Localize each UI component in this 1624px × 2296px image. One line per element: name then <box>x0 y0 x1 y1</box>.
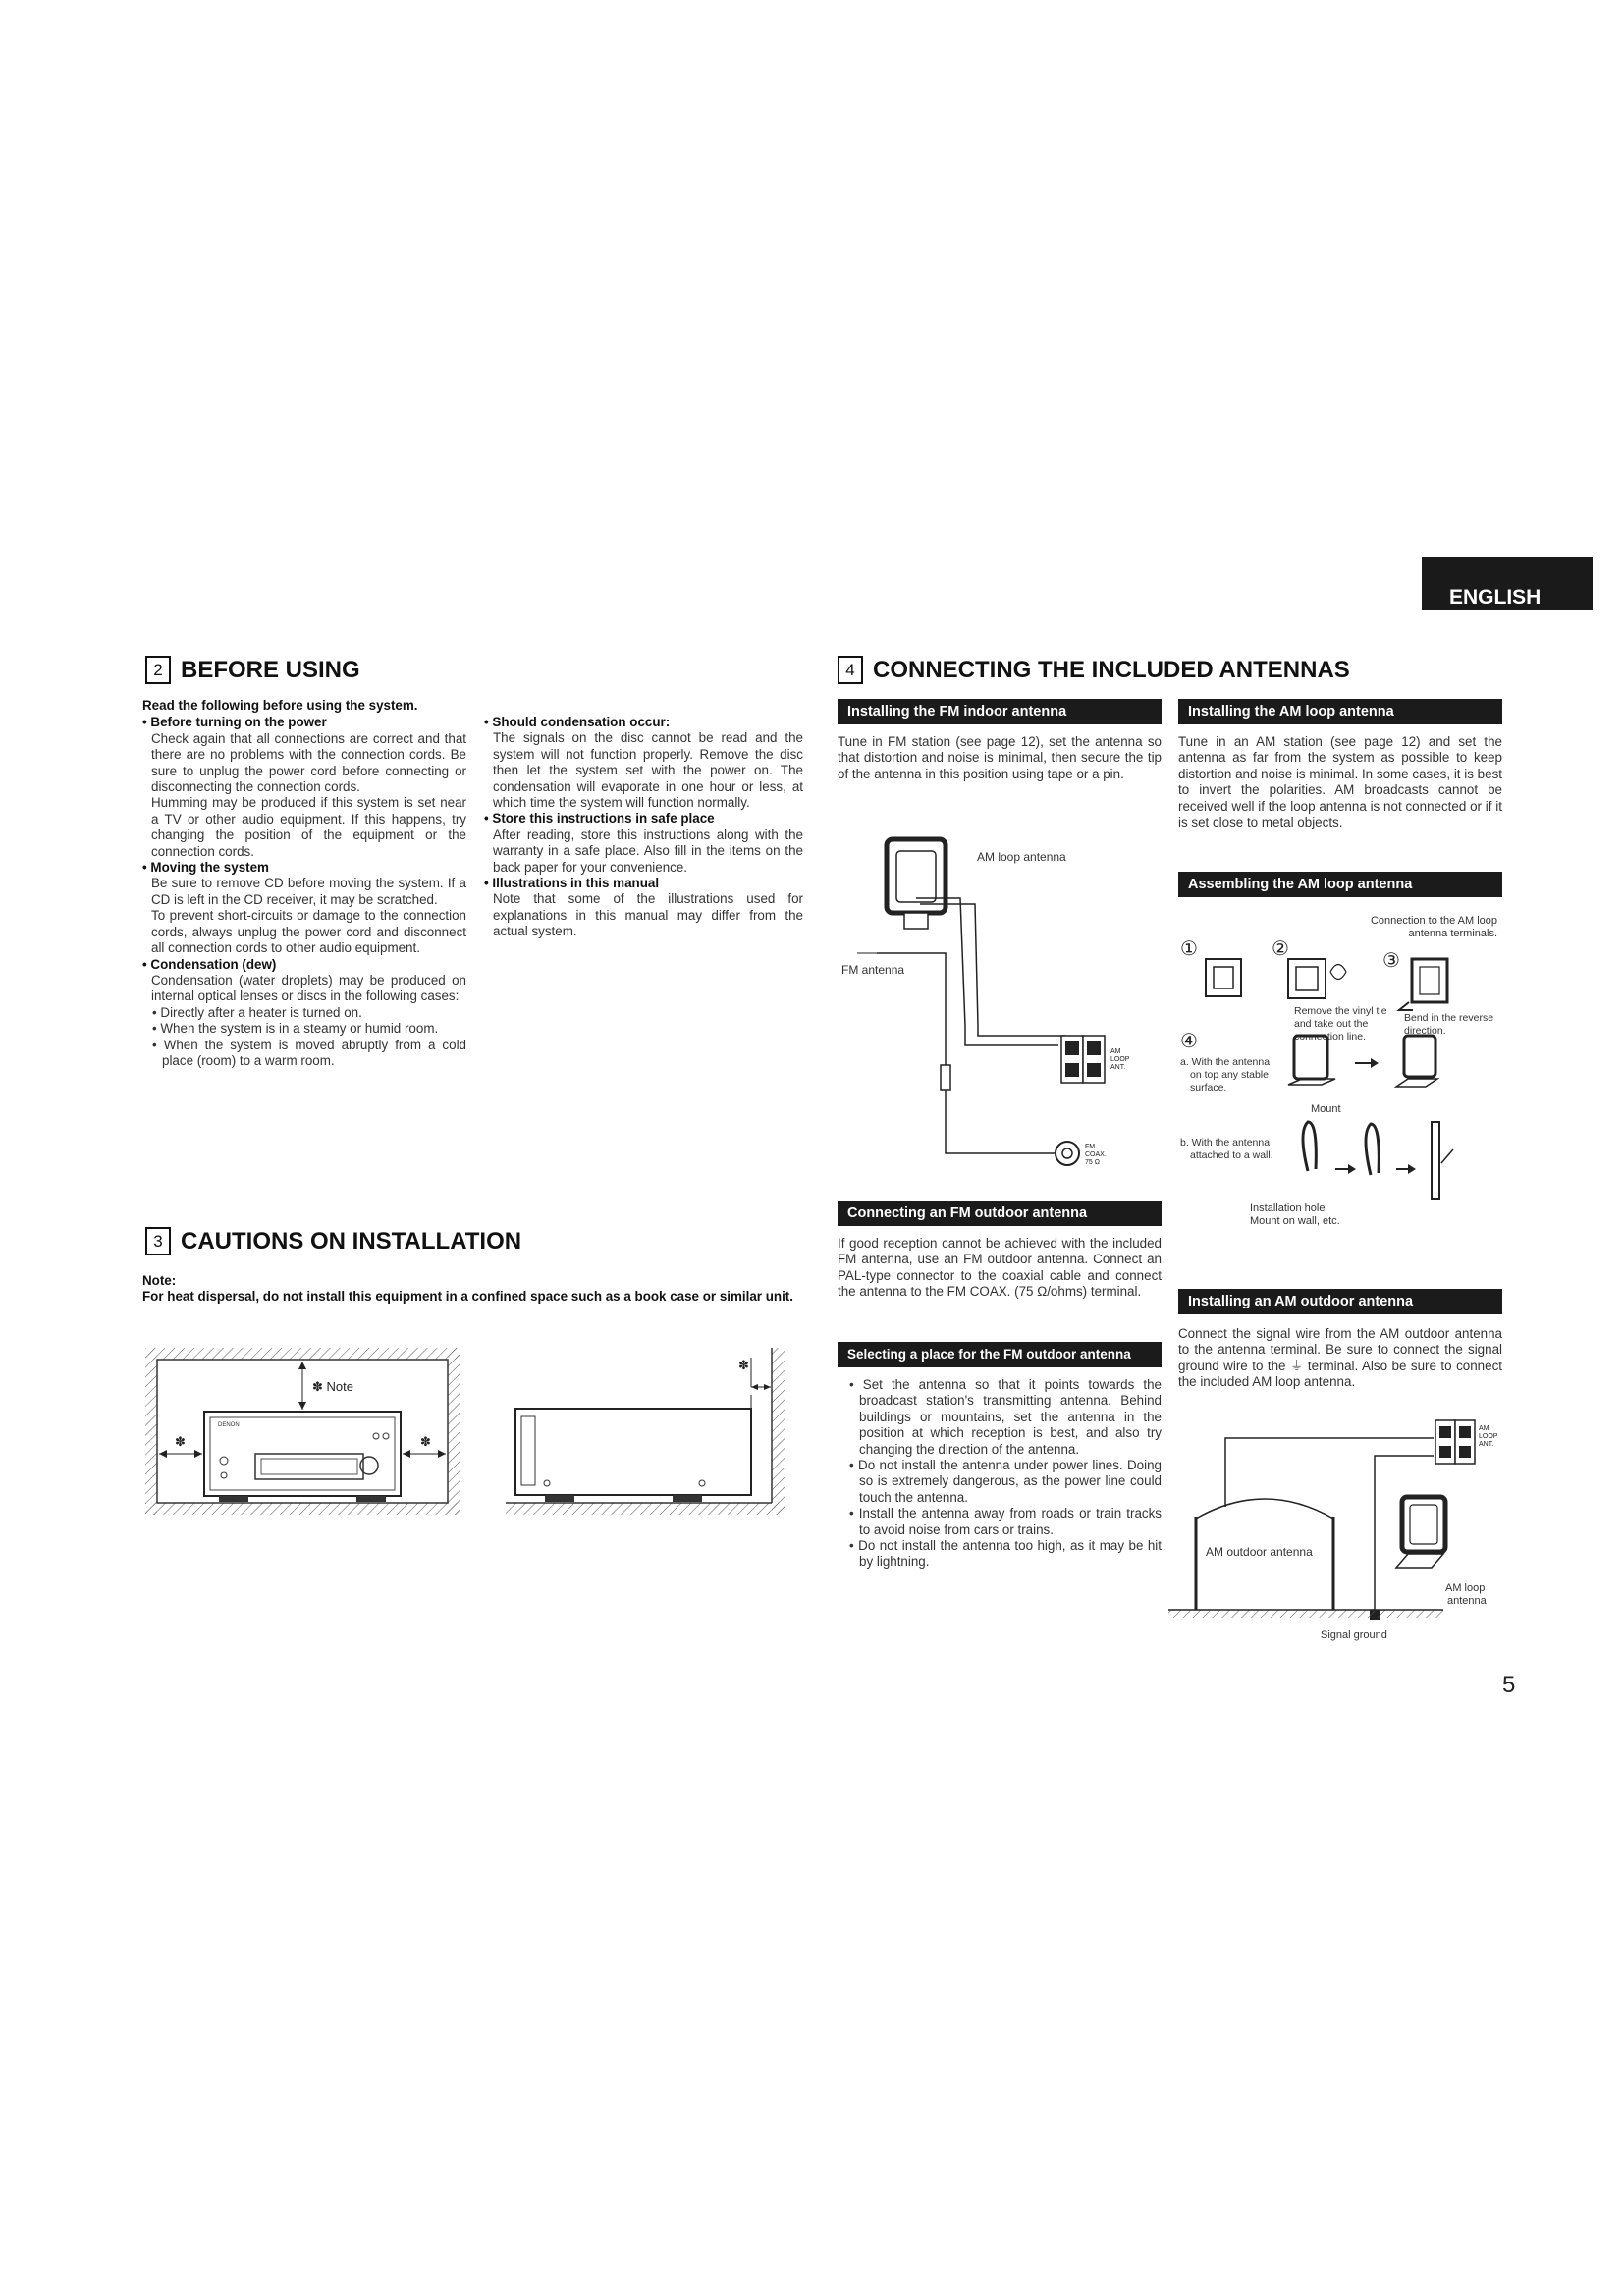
language-tab-label: ENGLISH <box>1449 586 1542 609</box>
hole-label: Installation hole <box>1250 1202 1326 1214</box>
bar-label: Connecting an FM outdoor antenna <box>847 1205 1088 1221</box>
item-heading: • Before turning on the power <box>142 715 327 730</box>
item-paragraph: Be sure to remove CD before moving the system. If a CD is left in the CD receiver, it may be scratched. <box>151 876 466 907</box>
language-tab <box>1422 557 1593 610</box>
svg-text:Remove the vinyl tieand take o: Remove the vinyl tie and take out the connection line. <box>1294 1005 1387 1042</box>
section-cautions-title <box>145 1227 521 1255</box>
svg-text:Bend in the reversedirection.: Bend in the reverse direction. <box>1404 1012 1494 1037</box>
svg-text:AMLOOPANT.: AM LOOP ANT. <box>1479 1425 1498 1448</box>
note-text: For heat dispersal, do not install this equipment in a confined space such as a book case or similar unit. <box>142 1289 793 1305</box>
section-title: CONNECTING THE INCLUDED ANTENNAS <box>873 656 1350 683</box>
paragraph: Tune in FM station (see page 12), set the antenna so that distortion and noise is minimal, then secure the tip of the antenna in this position using tape or a pin. <box>838 734 1162 781</box>
step-2: ② <box>1272 938 1289 960</box>
section-number: 3 <box>145 1227 171 1255</box>
svg-text:b. With the antennaattached to: b. With the antenna attached to a wall. <box>1180 1137 1273 1161</box>
section-before-using-title <box>145 656 360 684</box>
item-paragraph: Check again that all connections are correct and that there are no problems with the connection cords. Be sure to unplug the power cord before connecting or disconnecting the connection cords. <box>151 730 466 795</box>
am-loop-label: AM loop antenna <box>1445 1582 1487 1607</box>
step-3: ③ <box>1382 950 1400 972</box>
paragraph: If good reception cannot be achieved with the included FM antenna, use an FM outdoor antenna. Connect an PAL-type connector to the coaxial cable and connect the antenna to the FM COAX. (75 Ω/ohms) terminal. <box>838 1236 1162 1300</box>
hole-sublabel: Mount on wall, etc. <box>1250 1215 1340 1227</box>
step-1: ① <box>1180 938 1198 960</box>
fm-indoor-text <box>838 734 1162 782</box>
section-title: BEFORE USING <box>181 656 360 683</box>
fm-antenna-label: FM antenna <box>841 963 905 977</box>
item-paragraph: Condensation (water droplets) may be produced on internal optical lenses or discs in the following cases: <box>151 972 466 1004</box>
star-mark: ✽ <box>175 1434 186 1449</box>
am-outdoor-text <box>1178 1326 1502 1391</box>
section-number: 4 <box>838 656 863 684</box>
bullet-item: • Set the antenna so that it points towards the broadcast station's transmitting antenna. Behind buildings or mountains, set the antenna in the position at which reception is best, and also try changing the direction of the antenna. <box>849 1377 1162 1457</box>
bar-label: Installing the FM indoor antenna <box>847 704 1067 720</box>
item-paragraph: Note that some of the illustrations used for explanations in this manual may differ from the actual system. <box>493 891 803 939</box>
item-heading: • Should condensation occur: <box>484 715 671 729</box>
step-4: ④ <box>1180 1031 1198 1052</box>
paragraph: Tune in an AM station (see page 12) and set the antenna as far from the system as possible to keep distortion and noise is minimal. In some cases, it is best to invert the polarities. AM broadcasts cannot be received well if the loop antenna is not connected or if it is set close to metal objects. <box>1178 734 1502 830</box>
bullet-item: • Directly after a heater is turned on. <box>152 1004 362 1020</box>
bar-label: Selecting a place for the FM outdoor antenna <box>847 1347 1131 1362</box>
item-heading: • Illustrations in this manual <box>484 876 660 891</box>
loop-terminal-label: AM LOOP ANT. <box>1110 1048 1130 1071</box>
paragraph: Connect the signal wire from the AM outdoor antenna to the antenna terminal. Be sure to connect the signal ground wire to the ⏚ terminal. Also be sure to connect the included AM loop antenna. <box>1178 1326 1502 1390</box>
am-outdoor-diagram <box>1168 1409 1502 1654</box>
select-place-bar <box>838 1342 1162 1367</box>
note-label: Note: <box>142 1273 177 1288</box>
fm-outdoor-text <box>838 1236 1162 1301</box>
item-heading: • Condensation (dew) <box>142 956 277 972</box>
bullet-item: • When the system is in a steamy or humid room. <box>152 1021 439 1037</box>
before-using-left-column <box>142 698 466 1069</box>
bullet-item: • Do not install the antenna too high, as it may be hit by lightning. <box>849 1538 1162 1570</box>
bar-label: Assembling the AM loop antenna <box>1188 877 1413 892</box>
item-paragraph: Humming may be produced if this system is set near a TV or other audio equipment. If this happens, try changing the position of the equipment or the connection cords. <box>151 795 466 859</box>
svg-text:Mount: Mount <box>1311 1103 1341 1115</box>
item-paragraph: To prevent short-circuits or damage to the connection cords, always unplug the power cord and disconnect all connection cords to other audio equipment. <box>151 908 466 956</box>
am-loop-bar <box>1178 699 1502 724</box>
section-antennas-title <box>838 656 1350 684</box>
svg-text:✽ Note <box>312 1379 353 1394</box>
fm-outdoor-bar <box>838 1201 1162 1226</box>
assembling-diagram <box>1178 937 1502 1242</box>
item-heading: • Store this instructions in safe place <box>484 811 715 827</box>
svg-text:a. With the antennaon top any: a. With the antenna on top any stable surface. <box>1180 1056 1271 1094</box>
fm-indoor-bar <box>838 699 1162 724</box>
connection-label: Connection to the AM loop antenna terminals. <box>1370 915 1497 939</box>
note-label: Note <box>326 1379 353 1394</box>
am-outdoor-label: AM outdoor antenna <box>1206 1545 1313 1559</box>
signal-ground-label: Signal ground <box>1321 1629 1387 1641</box>
item-paragraph: The signals on the disc cannot be read and the system will not function properly. Remove the disc then let the system set with the power on. The condensation will evaporate in one hour or less, at which time the system will function normally. <box>493 730 803 811</box>
star-mark: ✽ <box>420 1434 431 1449</box>
lead-text: Read the following before using the system. <box>142 698 418 713</box>
cautions-note <box>142 1273 802 1306</box>
fm-indoor-diagram <box>838 829 1162 1178</box>
before-using-right-column <box>484 715 803 940</box>
section-number: 2 <box>145 656 171 684</box>
bullet-item: • When the system is moved abruptly from a cold place (room) to a warm room. <box>152 1037 466 1068</box>
item-paragraph: After reading, store this instructions along with the warranty in a safe place. Also fill in the items on the back paper for your convenience. <box>493 827 803 875</box>
am-loop-text <box>1178 734 1502 830</box>
item-heading: • Moving the system <box>142 860 269 876</box>
coax-terminal-label: FM COAX. 75 Ω <box>1085 1144 1107 1166</box>
am-loop-label: AM loop antenna <box>977 850 1066 864</box>
bar-label: Installing an AM outdoor antenna <box>1188 1294 1414 1309</box>
installation-hole-label <box>1250 1202 1407 1228</box>
am-outdoor-bar <box>1178 1289 1502 1314</box>
bullet-item: • Install the antenna away from roads or train tracks to avoid noise from cars or trains. <box>849 1506 1162 1537</box>
bar-label: Installing the AM loop antenna <box>1188 704 1394 720</box>
section-title: CAUTIONS ON INSTALLATION <box>181 1227 522 1255</box>
star-mark: ✽ <box>738 1358 749 1372</box>
installation-side-figure <box>506 1348 785 1515</box>
bullet-item: • Do not install the antenna under power lines. Doing so is extremely dangerous, as the power line could touch the antenna. <box>849 1458 1162 1505</box>
installation-front-figure <box>145 1348 460 1515</box>
assembling-bar <box>1178 872 1502 897</box>
page-number: 5 <box>1502 1672 1516 1698</box>
select-place-list <box>839 1377 1162 1571</box>
star-mark: ✽ <box>312 1379 323 1394</box>
brand-logo: DENON <box>218 1422 240 1428</box>
